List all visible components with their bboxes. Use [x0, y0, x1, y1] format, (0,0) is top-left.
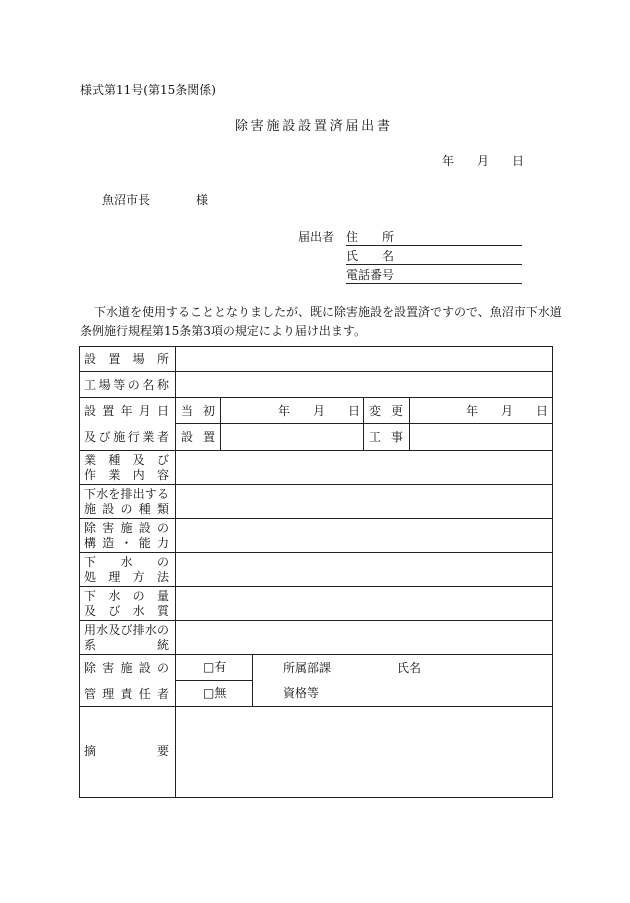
location-field[interactable] [177, 348, 550, 370]
department-label: 所属部課 [283, 661, 332, 675]
quantity-label-2: 及 び 水 質 [84, 604, 169, 618]
intro-line-2: 条例施行規程第15条第3項の規定により届け出ます。 [80, 324, 366, 338]
applicant-label: 届出者 [298, 230, 335, 244]
water-system-label-1: 用 水 及 び 排 水 の [84, 623, 169, 637]
change-year: 年 [466, 404, 479, 418]
change-month: 月 [501, 404, 514, 418]
work-label: 工 事 [369, 430, 403, 444]
initial-year: 年 [278, 404, 291, 418]
manager-label-1: 除 害 施 設 の [84, 661, 169, 675]
change-day: 日 [536, 404, 549, 418]
address-label: 住 所 [346, 230, 395, 244]
water-system-field[interactable] [177, 622, 550, 653]
treatment-label-2: 処 理 方 法 [84, 570, 169, 584]
industry-label-2: 作 業 内 容 [84, 468, 169, 482]
phone-label: 電話番号 [346, 268, 395, 282]
factory-name-field[interactable] [177, 373, 550, 396]
qualification-label: 資格等 [283, 686, 320, 700]
honorific: 様 [196, 193, 209, 207]
structure-label-1: 除 害 施 設 の [84, 521, 169, 535]
change-work-field[interactable] [411, 425, 550, 449]
manager-details-field[interactable] [254, 656, 550, 705]
structure-label-2: 構 造 ・ 能 力 [84, 536, 169, 550]
industry-field[interactable] [177, 452, 550, 483]
quantity-label-1: 下 水 の 量 [84, 589, 169, 603]
initial-label: 当 初 [181, 404, 215, 418]
industry-label-1: 業 種 及 び [84, 453, 169, 467]
treatment-field[interactable] [177, 554, 550, 585]
location-label: 設 置 場 所 [84, 352, 169, 366]
install-date-label: 設 置 年 月 日 [84, 404, 169, 418]
manager-label-2: 管 理 責 任 者 [84, 687, 169, 701]
discharge-facility-label-1: 下 水 を 排 出 す る [84, 487, 169, 501]
initial-month: 月 [313, 404, 326, 418]
structure-field[interactable] [177, 520, 550, 551]
quantity-field[interactable] [177, 588, 550, 619]
phone-underline [346, 283, 522, 284]
initial-day: 日 [348, 404, 361, 418]
change-label: 変 更 [369, 404, 403, 418]
manager-no-checkbox[interactable]: □無 [203, 686, 227, 700]
form-number: 様式第11号(第15条関係) [80, 83, 216, 97]
discharge-facility-field[interactable] [177, 486, 550, 517]
date-day: 日 [512, 154, 525, 168]
person-name-label: 氏名 [397, 661, 422, 675]
document-title: 除 害 施 設 設 置 済 届 出 書 [235, 119, 390, 134]
contractor-field[interactable] [222, 425, 361, 449]
date-month: 月 [477, 154, 490, 168]
install-label: 設 置 [181, 430, 215, 444]
remarks-field[interactable] [177, 708, 550, 796]
treatment-label-1: 下 水 の [84, 555, 169, 569]
initial-date-field[interactable] [222, 399, 361, 422]
water-system-label-2: 系 統 [84, 638, 169, 652]
addressee: 魚沼市長 [102, 193, 151, 207]
remarks-label: 摘 要 [84, 744, 169, 758]
factory-name-label: 工 場 等 の 名 称 [84, 378, 169, 392]
manager-yes-checkbox[interactable]: □有 [203, 660, 227, 674]
discharge-facility-label-2: 施 設 の 種 類 [84, 502, 169, 516]
intro-line-1: 下水道を使用することとなりましたが、既に除害施設を設置済ですので、魚沼市下水道 [94, 305, 562, 319]
address-underline [346, 245, 522, 246]
name-label: 氏 名 [346, 249, 395, 263]
name-underline [346, 264, 522, 265]
contractor-label: 及 び 施 行 業 者 [84, 430, 169, 444]
change-date-field[interactable] [411, 399, 550, 422]
date-year: 年 [442, 154, 455, 168]
